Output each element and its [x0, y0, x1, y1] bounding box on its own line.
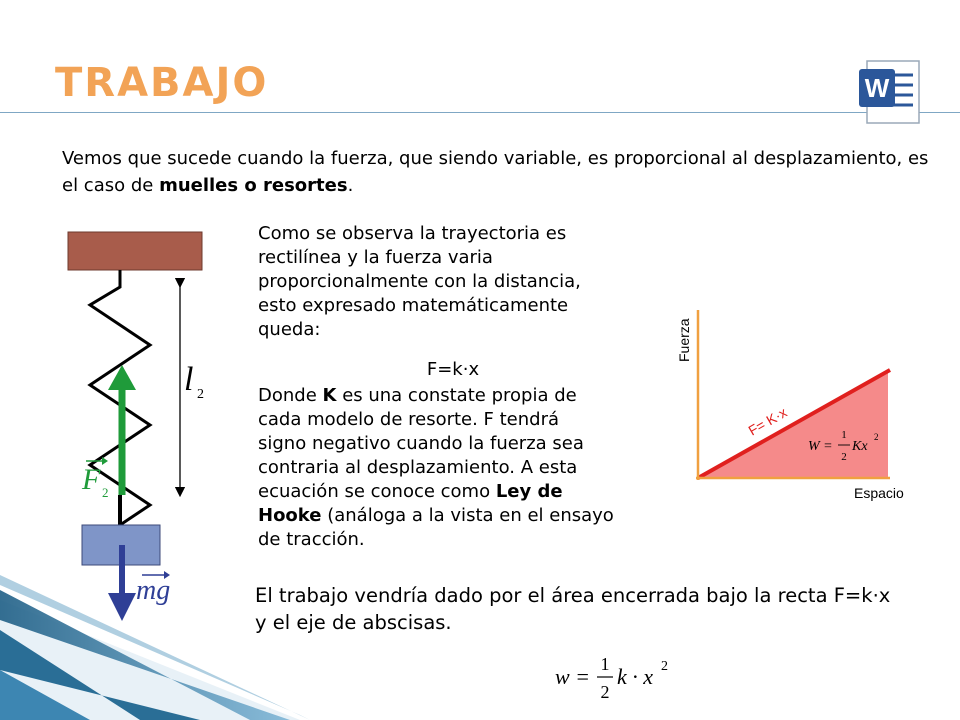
intro-text: Vemos que sucede cuando la fuerza, que siendo variable, es proporcional al desplazamiento, es el caso de muelles o resortes. — [62, 148, 929, 196]
hooke-paragraph: Donde K es una constate propia de cada modelo de resorte. F tendrá signo negativo cuando la fuerza sea contraria al desplazamiento. A esta ecuación se conoce como Ley de Hooke (análoga a la vista en el ensayo de tracción. — [258, 385, 614, 550]
y-axis-label: Fuerza — [676, 318, 692, 362]
svg-text:1: 1 — [600, 654, 610, 674]
length-subscript: 2 — [197, 387, 204, 402]
word-icon — [855, 55, 925, 130]
line-label: F= K·x — [745, 403, 790, 439]
svg-text:2: 2 — [661, 659, 668, 674]
work-formula — [555, 648, 675, 708]
svg-text:2: 2 — [841, 451, 847, 463]
explanation-paragraph: Como se observa la trayectoria es rectilínea y la fuerza varia proporcionalmente con la distancia, esto expresado matemáticamente queda: — [258, 223, 581, 340]
force-subscript: 2 — [102, 485, 109, 500]
weight-label: mg — [136, 575, 171, 606]
svg-text:1: 1 — [841, 429, 847, 441]
force-graph — [670, 300, 930, 510]
force-label: F — [82, 463, 101, 496]
x-axis-label: Espacio — [854, 485, 904, 501]
ceiling-block — [68, 232, 202, 270]
hooke-formula: F=k·x — [426, 359, 480, 380]
length-label: l — [184, 361, 194, 398]
svg-text:w =: w = — [555, 664, 591, 689]
svg-text:2: 2 — [874, 432, 879, 442]
svg-text:W =: W = — [808, 439, 833, 454]
svg-text:Kx: Kx — [852, 439, 868, 454]
title-divider — [0, 112, 960, 113]
slide-title: TRABAJO — [55, 60, 269, 106]
work-description: El trabajo vendría dado por el área encerrada bajo la recta F=k·x y el eje de abscisas. — [255, 584, 891, 634]
decorative-corner-bars — [0, 560, 320, 720]
svg-text:k · x: k · x — [617, 664, 654, 689]
word-icon-letter: W — [864, 73, 890, 103]
svg-text:2: 2 — [600, 682, 610, 702]
